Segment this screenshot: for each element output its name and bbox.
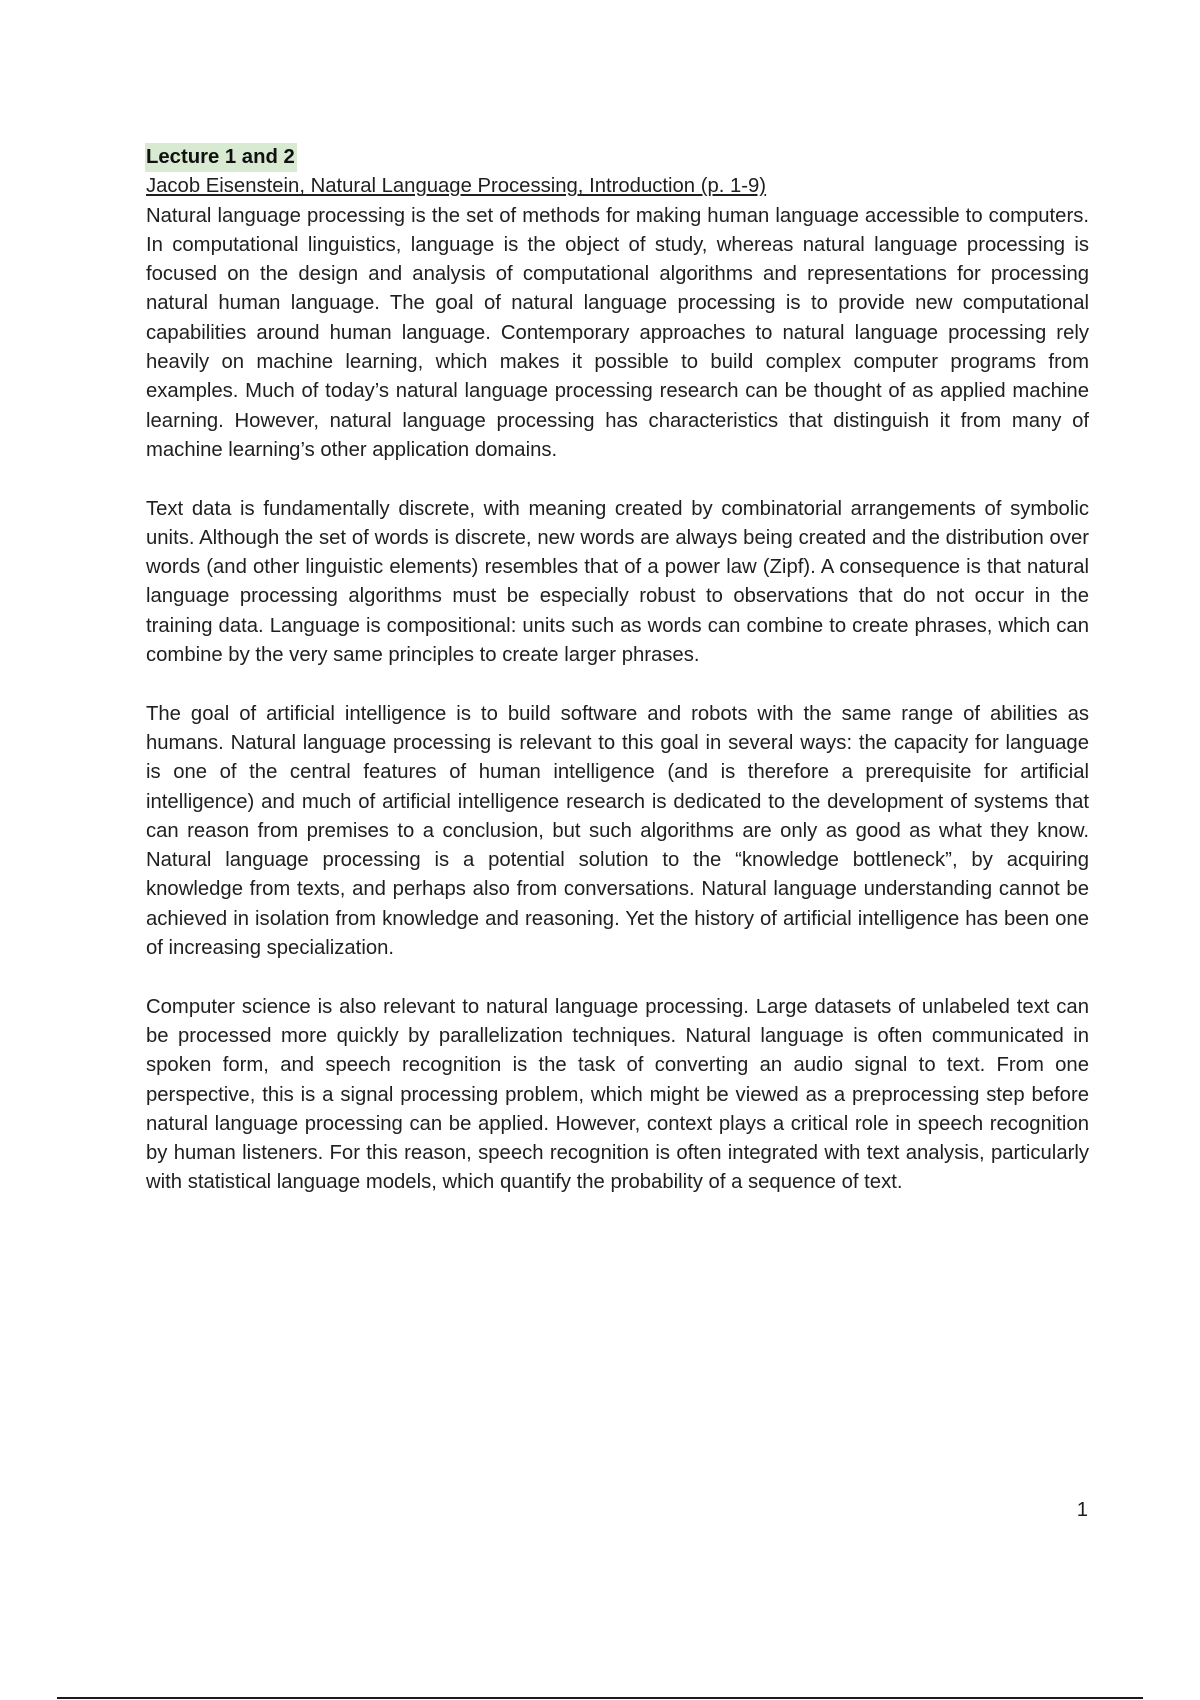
source-citation: Jacob Eisenstein, Natural Language Processing, Introduction (p. 1-9) [146,175,767,198]
source-citation-line [146,172,1089,201]
document-body [146,143,1089,1198]
paragraph-4: Computer science is also relevant to natural language processing. Large datasets of unlabeled text can be processed more quickly by parallelization techniques. Natural language is often communicated in spoken form, and speech recognition is the task of converting an audio signal to text. From one perspective, this is a signal processing problem, which might be viewed as a preprocessing step before natural language processing can be applied. However, context plays a critical role in speech recognition by human listeners. For this reason, speech recognition is often integrated with text analysis, particularly with statistical language models, which quantify the probability of a sequence of text. [146,995,1089,1194]
page-number: 1 [1076,1499,1088,1521]
page-bottom-divider [57,1697,1143,1699]
paragraph-2: Text data is fundamentally discrete, with meaning created by combinatorial arrangements of symbolic units. Although the set of words is discrete, new words are always being created and the distribution over words (and other linguistic elements) resembles that of a power law (Zipf). A consequence is that natural language processing algorithms must be especially robust to observations that do not occur in the training data. Language is compositional: units such as words can combine to create phrases, which can combine by the very same principles to create larger phrases. [146,497,1089,667]
paragraph-3: The goal of artificial intelligence is to build software and robots with the same range of abilities as humans. Natural language processing is relevant to this goal in several ways: the capacity for language is one of the central features of human intelligence (and is therefore a prerequisite for artificial intelligence) and much of artificial intelligence research is dedicated to the development of systems that can reason from premises to a conclusion, but such algorithms are only as good as what they know. Natural language processing is a potential solution to the “knowledge bottleneck”, by acquiring knowledge from texts, and perhaps also from conversations. Natural language understanding cannot be achieved in isolation from knowledge and reasoning. Yet the history of artificial intelligence has been one of increasing specialization. [146,702,1089,960]
paragraph-1: Natural language processing is the set of methods for making human language accessible to computers. In computational linguistics, language is the object of study, whereas natural language processing is focused on the design and analysis of computational algorithms and representations for processing natural human language. The goal of natural language processing is to provide new computational capabilities around human language. Contemporary approaches to natural language processing rely heavily on machine learning, which makes it possible to build complex computer programs from examples. Much of today’s natural language processing research can be thought of as applied machine learning. However, natural language processing has characteristics that distinguish it from many of machine learning’s other application domains. [146,204,1089,461]
lecture-heading: Lecture 1 and 2 [145,143,297,172]
lecture-heading-line [146,143,1089,172]
